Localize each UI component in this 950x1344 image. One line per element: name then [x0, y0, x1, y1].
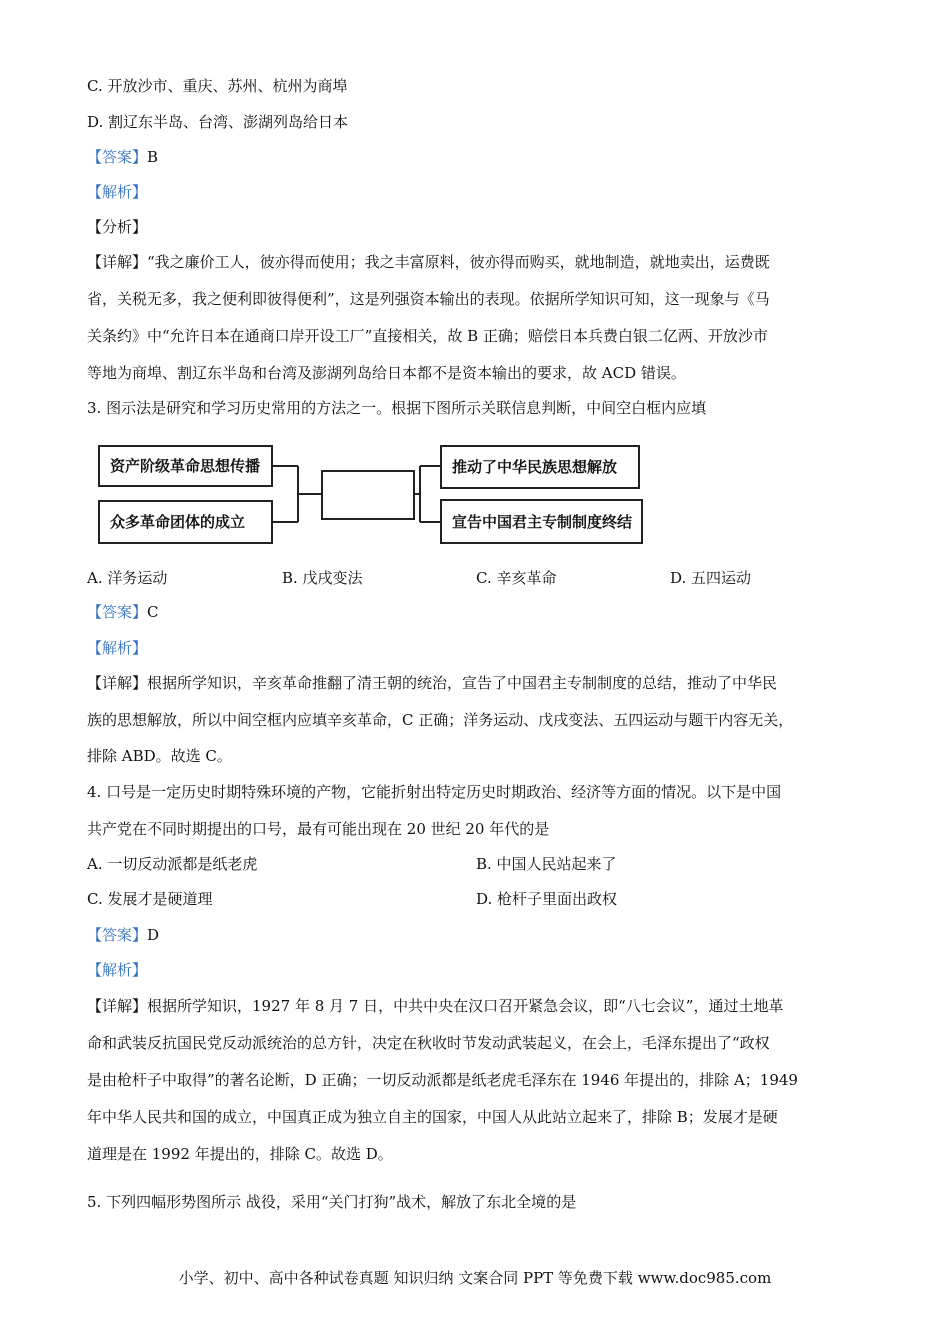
- q4-detail-line: 是由枪杆子中取得”的著名论断，D 正确；一切反动派都是纸老虎毛泽东在 1946 年提出的，排除 A；1949: [87, 1071, 798, 1089]
- q2-option-c: C. 开放沙市、重庆、苏州、杭州为商埠: [87, 77, 348, 95]
- q2-analysis-tag: 【解析】: [87, 183, 148, 201]
- page-footer: 小学、初中、高中各种试卷真题 知识归纳 文案合同 PPT 等免费下载 www.doc985.com: [178, 1269, 772, 1287]
- answer-value: B: [147, 148, 159, 166]
- q4-detail-line: 道理是在 1992 年提出的，排除 C。故选 D。: [87, 1145, 393, 1163]
- diagram-box-right-bottom: 宣告中国君主专制制度终结: [440, 499, 643, 544]
- q2-detail-line: 关条约》中“允许日本在通商口岸开设工厂”直接相关，故 B 正确；赔偿日本兵费白银二亿两、开放沙市: [87, 327, 768, 345]
- q2-fenxi-tag: 【分析】: [87, 218, 148, 236]
- detail-text: “我之廉价工人，彼亦得而使用；我之丰富原料，彼亦得而购买，就地制造，就地卖出，运费既: [147, 253, 770, 271]
- q3-option-a: A. 洋务运动: [87, 569, 168, 587]
- q5-stem: 5. 下列四幅形势图所示 战役，采用“关门打狗”战术，解放了东北全境的是: [87, 1193, 577, 1211]
- q3-option-b: B. 戊戌变法: [282, 569, 363, 587]
- q4-stem-line: 共产党在不同时期提出的口号，最有可能出现在 20 世纪 20 年代的是: [87, 820, 550, 838]
- q3-stem: 3. 图示法是研究和学习历史常用的方法之一。根据下图所示关联信息判断，中间空白框内应填: [87, 399, 707, 417]
- q4-option-b: B. 中国人民站起来了: [476, 855, 617, 873]
- detail-text: 根据所学知识，1927 年 8 月 7 日，中共中央在汉口召开紧急会议，即“八七会议”，通过土地革: [147, 997, 784, 1015]
- q3-detail-line: 族的思想解放，所以中间空框内应填辛亥革命，C 正确；洋务运动、戊戌变法、五四运动与题干内容无关，: [87, 711, 794, 729]
- q4-detail-line: 命和武装反抗国民党反动派统治的总方针，决定在秋收时节发动武装起义，在会上，毛泽东提出了“政权: [87, 1034, 770, 1052]
- detail-tag: 【详解】: [87, 253, 148, 271]
- q2-option-d: D. 割辽东半岛、台湾、澎湖列岛给日本: [87, 113, 349, 131]
- q3-answer: [87, 602, 159, 622]
- q3-detail-line: [87, 673, 777, 693]
- diagram-box-right-top: 推动了中华民族思想解放: [440, 445, 640, 489]
- q2-detail-line: 省，关税无多，我之便利即彼得便利”，这是列强资本输出的表现。依据所学知识可知，这一现象与《马: [87, 290, 770, 308]
- q3-analysis-tag: 【解析】: [87, 639, 148, 657]
- q4-answer: [87, 925, 159, 945]
- answer-value: C: [147, 603, 159, 621]
- q3-option-c: C. 辛亥革命: [476, 569, 557, 587]
- answer-tag: 【答案】: [87, 603, 148, 621]
- q4-detail-line: [87, 996, 783, 1016]
- diagram-connectors: [0, 0, 950, 600]
- answer-tag: 【答案】: [87, 926, 148, 944]
- q4-stem-line: 4. 口号是一定历史时期特殊环境的产物，它能折射出特定历史时期政治、经济等方面的情况。以下是中国: [87, 783, 782, 801]
- q4-option-d: D. 枪杆子里面出政权: [476, 890, 618, 908]
- q2-detail-line: 等地为商埠、割辽东半岛和台湾及澎湖列岛给日本都不是资本输出的要求，故 ACD 错误。: [87, 364, 686, 382]
- diagram-box-left-bottom: 众多革命团体的成立: [98, 500, 273, 544]
- q3-option-d: D. 五四运动: [670, 569, 752, 587]
- answer-value: D: [147, 926, 160, 944]
- q4-option-a: A. 一切反动派都是纸老虎: [87, 855, 258, 873]
- detail-tag: 【详解】: [87, 997, 148, 1015]
- detail-text: 根据所学知识，辛亥革命推翻了清王朝的统治，宣告了中国君主专制制度的总结，推动了中华民: [147, 674, 778, 692]
- q4-detail-line: 年中华人民共和国的成立，中国真正成为独立自主的国家，中国人从此站立起来了，排除 B；发展才是硬: [87, 1108, 778, 1126]
- detail-tag: 【详解】: [87, 674, 148, 692]
- answer-tag: 【答案】: [87, 148, 148, 166]
- diagram-box-left-top: 资产阶级革命思想传播: [98, 445, 273, 487]
- q4-option-c: C. 发展才是硬道理: [87, 890, 213, 908]
- q3-detail-line: 排除 ABD。故选 C。: [87, 747, 232, 765]
- q4-analysis-tag: 【解析】: [87, 961, 148, 979]
